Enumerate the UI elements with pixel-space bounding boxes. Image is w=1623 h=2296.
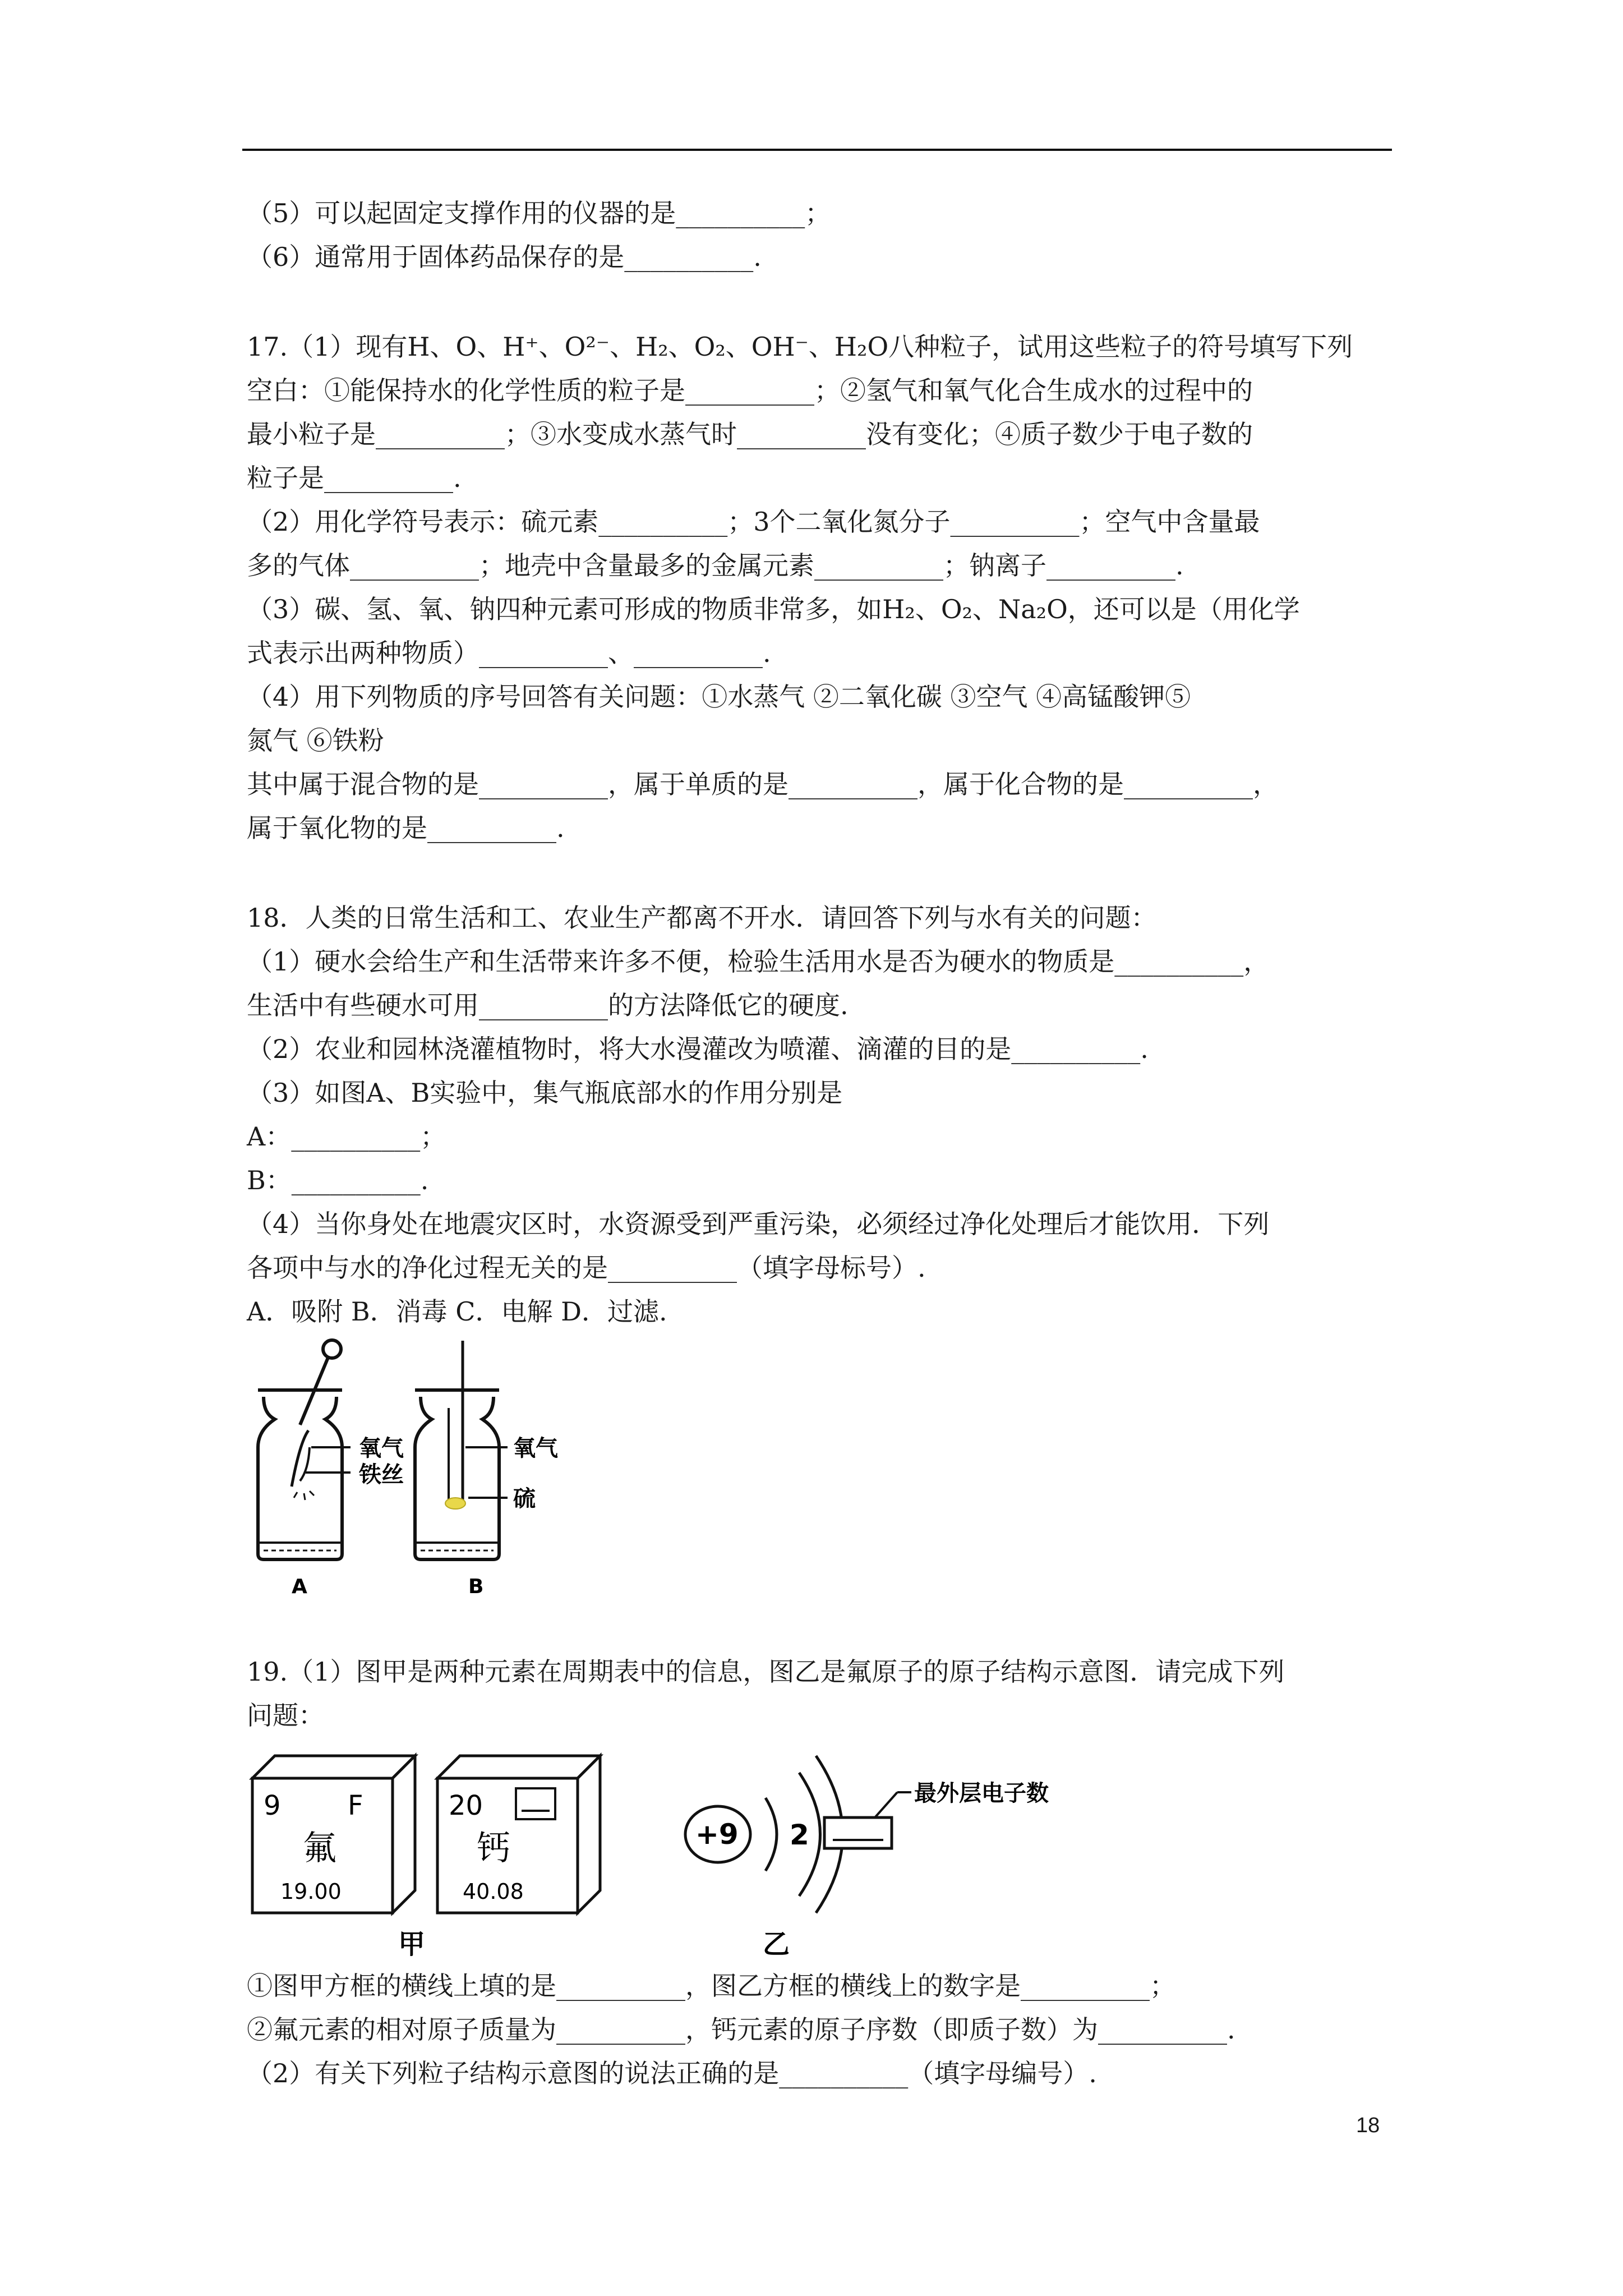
inner-shell-count: 2	[790, 1819, 809, 1851]
q18-line: 18．人类的日常生活和工、农业生产都离不开水．请回答下列与水有关的问题：	[247, 903, 1157, 933]
q18-line: （3）如图A、B实验中，集气瓶底部水的作用分别是	[247, 1078, 843, 1108]
q17-line: 空白：①能保持水的化学性质的粒子是__________；②氢气和氧气化合生成水的过程中的	[247, 375, 1253, 406]
label-oxygen-b: 氧气	[513, 1435, 558, 1461]
q17-line: （4）用下列物质的序号回答有关问题：①水蒸气 ②二氧化碳 ③空气 ④高锰酸钾⑤	[247, 682, 1191, 712]
q19-line: ①图甲方框的横线上填的是__________，图乙方框的横线上的数字是__________；	[247, 1971, 1175, 2001]
q18-line: （1）硬水会给生产和生活带来许多不便，检验生活用水是否为硬水的物质是__________，	[247, 946, 1270, 977]
q18-line: （2）农业和园林浇灌植物时，将大水漫灌改为喷灌、滴灌的目的是__________.	[247, 1034, 1149, 1064]
label-iron-wire: 铁丝	[359, 1462, 404, 1488]
gas-jar-figure	[247, 1335, 639, 1607]
element-figure	[247, 1745, 1144, 1960]
header-rule	[242, 149, 1392, 151]
q19-line: 19.（1）图甲是两种元素在周期表中的信息，图乙是氟原子的原子结构示意图．请完成下列	[247, 1657, 1285, 1687]
text-line: （6）通常用于固体药品保存的是__________.	[247, 242, 762, 272]
q19-line: 问题：	[247, 1700, 324, 1731]
q17-line: 氮气 ⑥铁粉	[247, 725, 384, 756]
label-b: B	[468, 1575, 484, 1598]
q17-line: 属于氧化物的是__________.	[247, 813, 565, 843]
f-symbol: F	[348, 1790, 363, 1821]
label-yi: 乙	[763, 1929, 790, 1958]
text-line: （5）可以起固定支撑作用的仪器的是__________；	[247, 198, 831, 228]
label-jia: 甲	[398, 1929, 426, 1958]
q19-line: （2）有关下列粒子结构示意图的说法正确的是__________（填字母编号）.	[247, 2058, 1097, 2088]
q18-line: A．吸附 B．消毒 C．电解 D．过滤.	[247, 1296, 667, 1327]
q17-line: 17.（1）现有H、O、H⁺、O²⁻、H₂、O₂、OH⁻、H₂O八种粒子，试用这些粒子的符号填写下列	[247, 332, 1353, 362]
q18-line: （4）当你身处在地震灾区时，水资源受到严重污染，必须经过净化处理后才能饮用．下列	[247, 1209, 1270, 1239]
q17-line: 多的气体__________；地壳中含量最多的金属元素__________；钠离子__________.	[247, 550, 1184, 581]
ca-name: 钙	[477, 1829, 510, 1868]
q17-line: 最小粒子是__________；③水变成水蒸气时__________没有变化；④质子数少于电子数的	[247, 419, 1253, 449]
label-sulfur: 硫	[513, 1486, 536, 1512]
label-oxygen-a: 氧气	[359, 1435, 404, 1461]
f-mass: 19.00	[280, 1879, 342, 1904]
q17-line: 其中属于混合物的是__________，属于单质的是__________，属于化合物的是__________，	[247, 769, 1279, 799]
q18-line: A：__________；	[247, 1121, 446, 1152]
q17-line: 式表示出两种物质）__________、__________.	[247, 638, 771, 668]
f-name: 氟	[303, 1829, 336, 1868]
ca-number: 20	[449, 1790, 483, 1821]
q17-line: （2）用化学符号表示：硫元素__________；3个二氧化氮分子__________；空气中含量最	[247, 507, 1260, 537]
label-a: A	[292, 1575, 307, 1598]
q18-line: 生活中有些硬水可用__________的方法降低它的硬度.	[247, 990, 849, 1020]
q18-line: 各项中与水的净化过程无关的是__________（填字母标号）.	[247, 1253, 926, 1283]
outer-label: 最外层电子数	[914, 1780, 1049, 1806]
q19-line: ②氟元素的相对原子质量为__________，钙元素的原子序数（即质子数）为__________.	[247, 2014, 1235, 2045]
q17-line: （3）碳、氢、氧、钠四种元素可形成的物质非常多，如H₂、O₂、Na₂O，还可以是（用化学	[247, 594, 1300, 624]
q17-line: 粒子是__________.	[247, 463, 462, 493]
nucleus-charge: +9	[695, 1818, 739, 1851]
q18-line: B：__________.	[247, 1165, 429, 1195]
jar-a	[258, 1340, 351, 1559]
jar-b	[415, 1341, 508, 1559]
ca-mass: 40.08	[463, 1879, 524, 1904]
sulfur-spoon	[445, 1498, 465, 1509]
f-number: 9	[264, 1790, 281, 1821]
page-number: 18	[1356, 2114, 1380, 2137]
